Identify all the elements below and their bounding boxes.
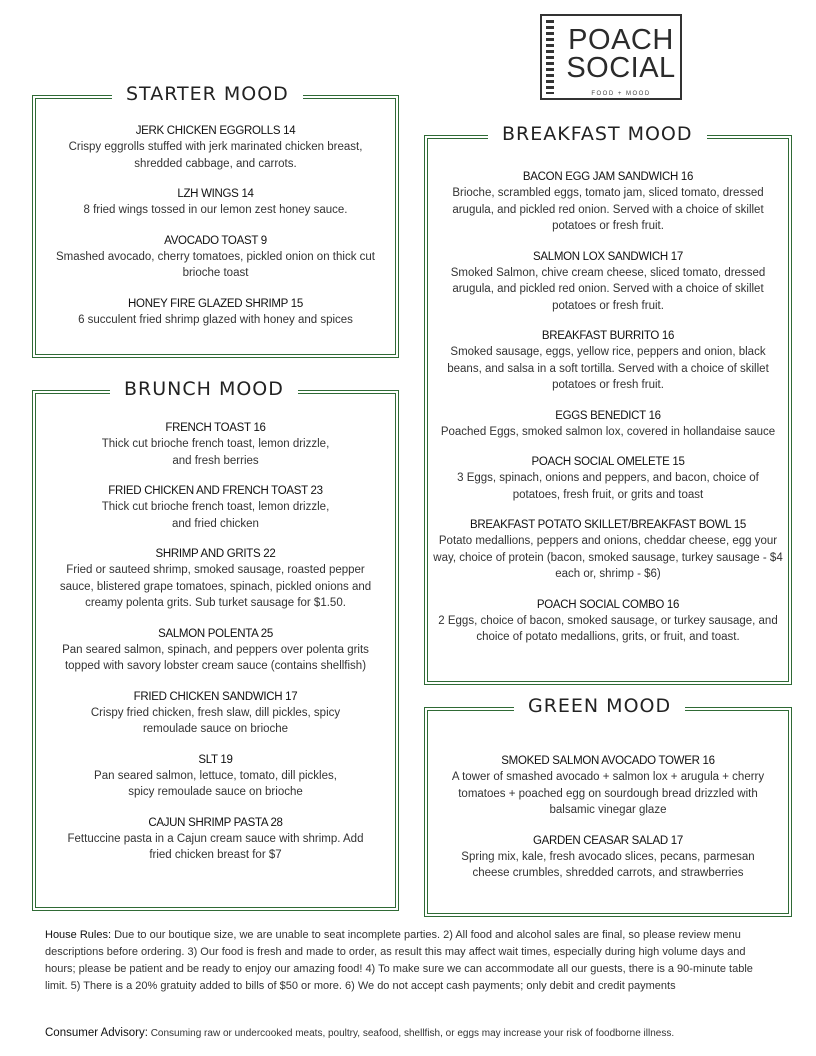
section-items <box>428 753 788 896</box>
item-name: SLT 19 <box>198 753 233 766</box>
item-name: FRIED CHICKEN SANDWICH 17 <box>133 690 298 703</box>
item-name: SALMON LOX SANDWICH 17 <box>533 250 683 263</box>
item-description: A tower of smashed avocado + salmon lox + arugula + cherry tomatoes + poached egg on sourdough bread drizzled with balsamic vinegar glaze <box>451 771 765 816</box>
logo-pattern <box>546 20 554 94</box>
item-name: CAJUN SHRIMP PASTA 28 <box>148 816 283 829</box>
item-description: Spring mix, kale, fresh avocado slices, pecans, parmesan cheese crumbles, shredded carrots, and strawberries <box>461 850 755 879</box>
item-description: 8 fried wings tossed in our lemon zest honey sauce. <box>83 204 348 216</box>
house-rules-text: Due to our boutique size, we are unable to seat incomplete parties. 2) All food and alcohol sales are final, so please review menu descriptions before ordering. 3) Our food is fresh and made to order, as result this may affect wait times, especially during high volume days and hours; please be patient and be ready to enjoy our amazing food! 4) To make sure we can accommodate all our guests, there is a 90-minute table limit. 5) There is a 20% gratuity added to bills of $50 or more. 6) We do not accept cash payments; only debit and credit payments <box>45 929 753 992</box>
section-items <box>428 169 788 660</box>
section-items <box>36 123 395 342</box>
section-title: STARTER MOOD <box>112 83 303 105</box>
item-name: HONEY FIRE GLAZED SHRIMP 15 <box>128 297 303 310</box>
item-description: Poached Eggs, smoked salmon lox, covered in hollandaise sauce <box>440 425 776 438</box>
item-description: Smashed avocado, cherry tomatoes, pickled onion on thick cut brioche toast <box>56 250 375 279</box>
logo-line1: POACH <box>568 24 674 56</box>
logo <box>540 14 682 100</box>
item-name: SMOKED SALMON AVOCADO TOWER 16 <box>501 755 715 767</box>
item-description: Pan seared salmon, spinach, and peppers over polenta grits topped with savory lobster cream sauce (contains shellfish) <box>62 643 369 672</box>
item-name: FRENCH TOAST 16 <box>165 422 266 434</box>
menu-item <box>52 626 379 675</box>
menu-item <box>432 328 784 394</box>
menu-item <box>52 689 379 738</box>
item-description: 6 succulent fried shrimp glazed with honey and spices <box>78 313 353 326</box>
brunch-section <box>35 378 396 908</box>
item-name: JERK CHICKEN EGGROLLS 14 <box>135 125 296 137</box>
logo-line2: SOCIAL <box>566 52 676 84</box>
breakfast-section <box>427 123 789 682</box>
item-name: POACH SOCIAL OMELETE 15 <box>531 456 685 468</box>
house-rules-label: House Rules: <box>45 929 112 941</box>
item-description: Fried or sauteed shrimp, smoked sausage, roasted pepper sauce, blistered grape tomatoes, spinach, pickled onions and creamy polenta grits. Sub turket sausage for $1.50. <box>59 564 372 609</box>
menu-item <box>54 186 377 219</box>
menu-item <box>52 546 379 612</box>
section-title: GREEN MOOD <box>514 695 685 717</box>
house-rules <box>45 927 775 995</box>
item-name: BREAKFAST POTATO SKILLET/BREAKFAST BOWL 15 <box>469 519 747 531</box>
item-name: SALMON POLENTA 25 <box>158 627 273 640</box>
menu-item <box>440 833 776 882</box>
item-description: Crispy fried chicken, fresh slaw, dill pickles, spicy remoulade sauce on brioche <box>90 706 341 735</box>
item-name: LZH WINGS 14 <box>177 188 254 200</box>
section-items <box>36 420 395 878</box>
menu-item <box>54 233 377 282</box>
starter-section <box>35 83 396 355</box>
item-description: Crispy eggrolls stuffed with jerk marinated chicken breast, shredded cabbage, and carrots. <box>68 141 363 170</box>
item-name: GARDEN CEASAR SALAD 17 <box>533 834 683 847</box>
menu-item <box>432 597 784 646</box>
menu-item <box>54 123 377 172</box>
menu-item <box>432 408 784 441</box>
item-name: BREAKFAST BURRITO 16 <box>541 330 675 342</box>
consumer-advisory <box>45 1025 775 1042</box>
item-name: AVOCADO TOAST 9 <box>164 234 267 247</box>
menu-item <box>52 815 379 864</box>
item-name: EGGS BENEDICT 16 <box>555 409 661 422</box>
item-description: Smoked Salmon, chive cream cheese, sliced tomato, dressed arugula, and pickled red onion. Served with a choice of skillet potatoes or fresh fruit. <box>450 266 766 312</box>
menu-item <box>54 296 377 329</box>
item-description: Brioche, scrambled eggs, tomato jam, sliced tomato, dressed arugula, and pickled red onion. Served with a choice of skillet potatoes or fresh fruit. <box>452 187 764 232</box>
item-description: Potato medallions, peppers and onions, cheddar cheese, egg your way, choice of protein (bacon, smoked sausage, turkey sausage - $4 each or, shrimp - $6) <box>433 535 783 580</box>
section-title: BREAKFAST MOOD <box>488 123 707 145</box>
item-name: SHRIMP AND GRITS 22 <box>155 548 276 560</box>
advisory-text: Consuming raw or undercooked meats, poultry, seafood, shellfish, or eggs may increase your risk of foodborne illness. <box>150 1028 675 1039</box>
green-section <box>427 695 789 914</box>
menu-item <box>432 249 784 315</box>
item-description: 2 Eggs, choice of bacon, smoked sausage, or turkey sausage, and choice of potato medallions, grits, or fruit, and toast. <box>438 614 778 643</box>
item-description: Thick cut brioche french toast, lemon drizzle, and fresh berries <box>101 438 330 467</box>
menu-item <box>432 454 784 503</box>
menu-item <box>52 420 379 469</box>
menu-item <box>440 753 776 819</box>
item-description: Pan seared salmon, lettuce, tomato, dill pickles, spicy remoulade sauce on brioche <box>94 769 337 798</box>
item-name: BACON EGG JAM SANDWICH 16 <box>522 171 694 183</box>
menu-item <box>432 517 784 583</box>
item-description: Smoked sausage, eggs, yellow rice, peppers and onion, black beans, and salsa in a soft tortilla. Served with a choice of skillet potatoes or fresh fruit. <box>447 346 769 391</box>
item-description: 3 Eggs, spinach, onions and peppers, and bacon, choice of potatoes, fresh fruit, or grits and toast <box>457 472 759 501</box>
item-description: Fettuccine pasta in a Cajun cream sauce with shrimp. Add fried chicken breast for $7 <box>67 832 364 861</box>
section-title: BRUNCH MOOD <box>110 378 298 400</box>
item-description: Thick cut brioche french toast, lemon drizzle, and fried chicken <box>101 501 330 530</box>
menu-item <box>432 169 784 235</box>
item-name: FRIED CHICKEN AND FRENCH TOAST 23 <box>108 485 323 497</box>
item-name: POACH SOCIAL COMBO 16 <box>536 598 680 611</box>
menu-item <box>52 483 379 532</box>
logo-tagline: FOOD + MOOD <box>591 91 651 97</box>
logo-name <box>560 26 682 82</box>
menu-item <box>52 752 379 801</box>
advisory-label: Consumer Advisory: <box>45 1027 148 1039</box>
